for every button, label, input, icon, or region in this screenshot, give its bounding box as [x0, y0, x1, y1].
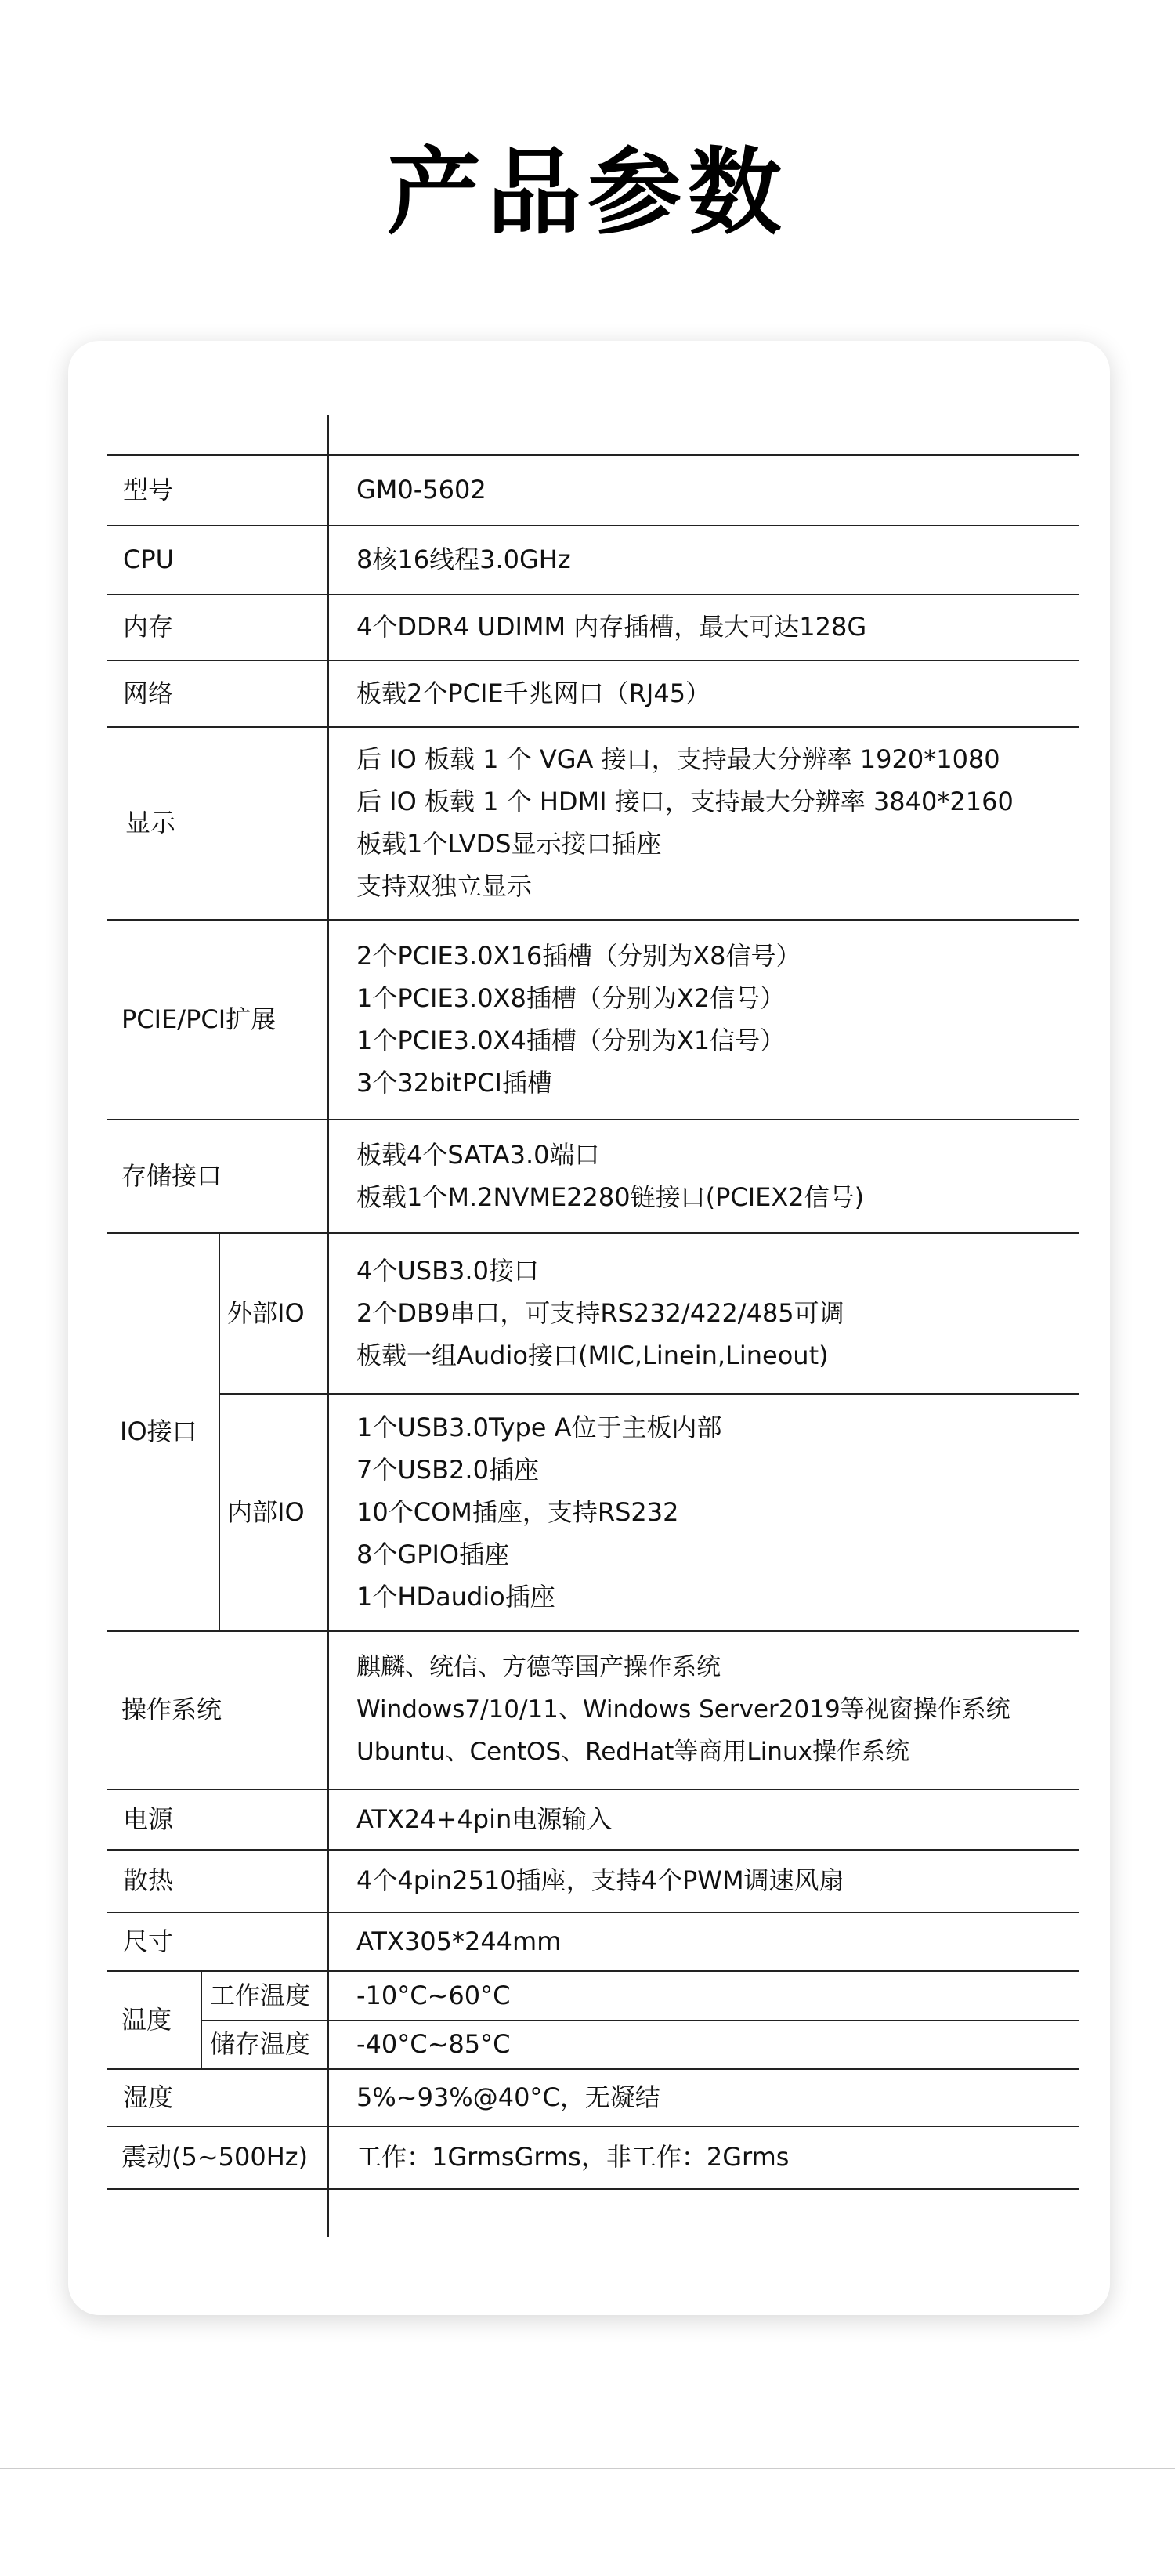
- humidity-value: 5%~93%@40°C，无凝结: [356, 2082, 660, 2112]
- display-line: 后 IO 板载 1 个 HDMI 接口，支持最大分辨率 3840*2160: [356, 787, 1014, 816]
- vibration-value: 工作：1GrmsGrms，非工作：2Grms: [356, 2142, 790, 2172]
- io-internal-line: 1个HDaudio插座: [356, 1581, 555, 1612]
- io-internal-label: 内部IO: [227, 1496, 305, 1527]
- size-label: 尺寸: [123, 1926, 174, 1956]
- storage-label: 存储接口: [121, 1160, 222, 1191]
- io-external-line: 板载一组Audio接口(MIC,Linein,Lineout): [356, 1340, 829, 1370]
- os-line: Ubuntu、CentOS、RedHat等商用Linux操作系统: [356, 1738, 909, 1766]
- os-line: 麒麟、统信、方德等国产操作系统: [356, 1653, 721, 1681]
- cooling-value: 4个4pin2510插座，支持4个PWM调速风扇: [356, 1865, 844, 1895]
- storage-line: 板载1个M.2NVME2280链接口(PCIEX2信号): [356, 1181, 865, 1212]
- display-line: 后 IO 板载 1 个 VGA 接口，支持最大分辨率 1920*1080: [356, 744, 1000, 774]
- network-value: 板载2个PCIE千兆网口（RJ45）: [356, 678, 711, 708]
- io-label: IO接口: [120, 1416, 197, 1446]
- page-title: 产品参数: [387, 139, 788, 248]
- io-external-line: 4个USB3.0接口: [356, 1255, 539, 1286]
- row-divider: [107, 525, 1079, 526]
- vibration-label: 震动(5~500Hz): [121, 2142, 309, 2172]
- row-divider: [201, 2020, 1079, 2021]
- display-line: 板载1个LVDS显示接口插座: [356, 829, 662, 859]
- model-value: GM0-5602: [356, 475, 486, 505]
- os-label: 操作系统: [121, 1695, 222, 1724]
- column-divider: [327, 415, 329, 2237]
- pcie-line: 2个PCIE3.0X16插槽（分别为X8信号）: [356, 940, 801, 971]
- bottom-divider: [0, 2468, 1175, 2469]
- storage-value: [356, 1119, 864, 1232]
- size-value: ATX305*244mm: [356, 1926, 562, 1956]
- memory-value: 4个DDR4 UDIMM 内存插槽，最大可达128G: [356, 612, 867, 642]
- io-internal-line: 7个USB2.0插座: [356, 1454, 539, 1485]
- display-label: 显示: [125, 808, 176, 838]
- humidity-label: 湿度: [123, 2082, 174, 2112]
- os-value: [356, 1630, 1010, 1789]
- io-external-line: 2个DB9串口，可支持RS232/422/485可调: [356, 1297, 844, 1328]
- power-value: ATX24+4pin电源输入: [356, 1804, 613, 1834]
- working-temp-label: 工作温度: [210, 1980, 311, 2010]
- cooling-label: 散热: [123, 1865, 174, 1895]
- pcie-line: 1个PCIE3.0X8插槽（分别为X2信号）: [356, 982, 786, 1013]
- temperature-label: 温度: [121, 2004, 172, 2035]
- network-label: 网络: [123, 678, 174, 708]
- pcie-line: 1个PCIE3.0X4插槽（分别为X1信号）: [356, 1025, 786, 1055]
- row-divider: [107, 2188, 1079, 2190]
- storage-temp-value: -40°C~85°C: [356, 2029, 511, 2059]
- row-divider: [107, 1912, 1079, 1913]
- memory-label: 内存: [123, 612, 174, 642]
- column-divider: [201, 1970, 202, 2068]
- cpu-label: CPU: [123, 545, 175, 574]
- working-temp-value: -10°C~60°C: [356, 1980, 511, 2010]
- display-line: 支持双独立显示: [356, 871, 533, 901]
- row-divider: [107, 454, 1079, 456]
- io-internal-line: 8个GPIO插座: [356, 1539, 510, 1569]
- column-divider: [219, 1232, 220, 1630]
- display-value: [356, 726, 1014, 919]
- io-internal-value: [356, 1393, 722, 1630]
- io-internal-line: 1个USB3.0Type A位于主板内部: [356, 1412, 722, 1442]
- model-label: 型号: [123, 475, 174, 505]
- os-line: Windows7/10/11、Windows Server2019等视窗操作系统: [356, 1695, 1010, 1724]
- io-internal-line: 10个COM插座，支持RS232: [356, 1496, 679, 1527]
- io-external-label: 外部IO: [227, 1297, 305, 1328]
- io-external-value: [356, 1232, 844, 1393]
- cpu-value: 8核16线程3.0GHz: [356, 545, 571, 574]
- storage-temp-label: 储存温度: [210, 2029, 311, 2059]
- pcie-label: PCIE/PCI扩展: [121, 1004, 277, 1034]
- storage-line: 板载4个SATA3.0端口: [356, 1139, 600, 1170]
- pcie-value: [356, 919, 801, 1119]
- power-label: 电源: [123, 1804, 174, 1834]
- pcie-line: 3个32bitPCI插槽: [356, 1067, 552, 1098]
